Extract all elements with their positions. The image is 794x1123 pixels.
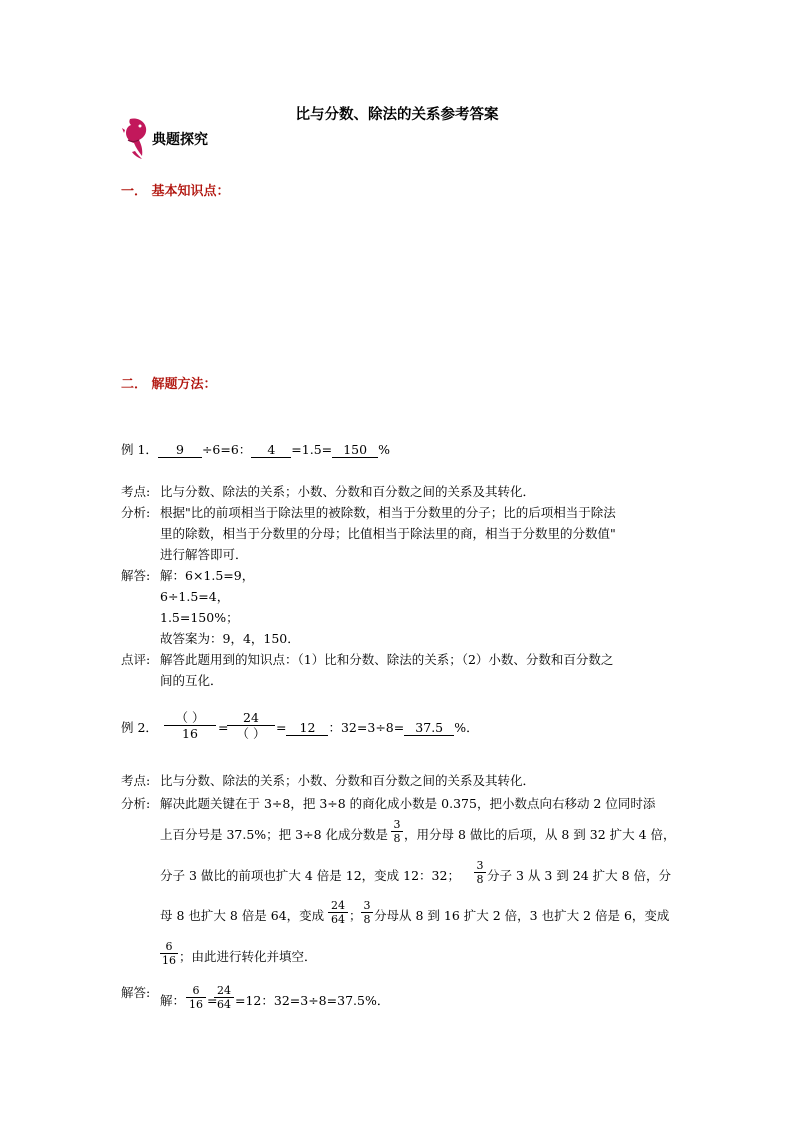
example-1-label: 例 1．	[121, 442, 158, 457]
ex1-fenxi-line: 里的除数，相当于分数里的分母；比值相当于除法里的商，相当于分数里的分数值"	[160, 526, 616, 541]
fraction-3-over-8	[474, 859, 486, 886]
blank-answer: 4	[251, 443, 291, 458]
blank-answer: 150	[332, 443, 378, 458]
ex1-jieda-line: 1.5=150%；	[160, 610, 239, 625]
ex2-fenxi-line: 分子 3 做比的前项也扩大 4 倍是 12，变成 12：32；	[160, 868, 460, 883]
equals-sign: =	[207, 993, 218, 1008]
ex2-fenxi-line: 分母从 8 到 16 扩大 2 倍，3 也扩大 2 倍是 6，变成	[374, 908, 670, 923]
fraction-denominator: 16	[189, 998, 203, 1011]
ex1-dianping-label: 点评:	[121, 652, 151, 667]
ex2-fenxi-line: ；	[349, 908, 362, 923]
fraction-numerator: 3	[391, 818, 403, 832]
ex2-jieda-rest: =12：32=3÷8=37.5%．	[235, 993, 390, 1008]
equals-sign: =	[276, 720, 287, 735]
ex1-fenxi-line: 进行解答即可．	[160, 547, 248, 562]
ex2-fenxi-line: ，用分母 8 做比的后项，从 8 到 32 扩大 4 倍，	[404, 827, 676, 842]
fraction-denominator: 64	[331, 913, 345, 926]
question-text: %．	[454, 720, 479, 735]
ex1-dianping-line: 间的互化．	[160, 673, 223, 688]
question-text: =1.5=	[291, 442, 333, 457]
fraction-6-over-16	[186, 984, 206, 1011]
fraction-denominator: 64	[217, 998, 231, 1011]
ex1-jieda-line: 6÷1.5=4，	[160, 589, 230, 604]
fraction-denominator: 16	[162, 954, 176, 967]
fraction-numerator: （ ）	[164, 710, 216, 726]
blank-answer: 12	[286, 721, 328, 736]
ex2-fenxi-line: ；由此进行转化并填空．	[179, 949, 317, 964]
fraction-denominator: 8	[476, 873, 484, 886]
fraction-denominator: 16	[182, 726, 198, 741]
fraction-denominator: 8	[393, 832, 401, 845]
dolphin-icon	[121, 116, 151, 160]
ex1-jieda-line: 解：6×1.5=9，	[160, 568, 255, 583]
ex2-jieda-label: 解答:	[121, 985, 151, 1000]
section-basic-knowledge: 一． 基本知识点：	[121, 184, 230, 199]
ex2-jieda-prefix: 解：	[160, 993, 186, 1008]
fraction-blank-over-16	[164, 710, 216, 741]
ex2-fenxi-line: 上百分号是 37.5%；把 3÷8 化成分数是	[160, 827, 389, 842]
fraction-numerator: 6	[160, 940, 178, 954]
page-title: 比与分数、除法的关系参考答案	[295, 106, 499, 123]
fraction-denominator: 8	[363, 913, 371, 926]
fraction-denominator: （ ）	[236, 726, 266, 741]
ex2-kaodian-label: 考点:	[121, 773, 151, 788]
fraction-numerator: 24	[227, 710, 275, 726]
ex1-kaodian-label: 考点:	[121, 484, 151, 499]
ex1-jieda-line: 故答案为：9，4，150．	[160, 631, 300, 646]
ex2-fenxi-label: 分析:	[121, 796, 151, 811]
example-2-label: 例 2．	[121, 720, 158, 735]
fraction-numerator: 3	[474, 859, 486, 873]
fraction-24-over-blank	[227, 710, 275, 741]
ex2-kaodian: 比与分数、除法的关系；小数、分数和百分数之间的关系及其转化．	[160, 773, 536, 788]
equals-sign: =	[218, 720, 229, 735]
ex2-fenxi-line: 分子 3 从 3 到 24 扩大 8 倍，分	[487, 868, 672, 883]
example-2-question-rest	[276, 720, 479, 736]
ex2-fenxi-line: 母 8 也扩大 8 倍是 64，变成	[160, 908, 325, 923]
question-text: %	[378, 442, 391, 457]
example-1-question	[121, 442, 390, 458]
ex1-kaodian: 比与分数、除法的关系；小数、分数和百分数之间的关系及其转化．	[160, 484, 536, 499]
fraction-3-over-8	[361, 899, 373, 926]
section-methods: 二． 解题方法：	[121, 377, 217, 392]
ex1-fenxi-label: 分析:	[121, 505, 151, 520]
fraction-24-over-64	[328, 899, 348, 926]
question-text: ÷6=6：	[201, 442, 252, 457]
fraction-3-over-8	[391, 818, 403, 845]
ex1-jieda-label: 解答:	[121, 568, 151, 583]
fraction-numerator: 6	[186, 984, 206, 998]
blank-answer: 9	[158, 443, 202, 458]
brand-label: 典题探究	[152, 132, 208, 148]
ex1-dianping-line: 解答此题用到的知识点：（1）比和分数、除法的关系；（2）小数、分数和百分数之	[160, 652, 614, 667]
fraction-6-over-16	[160, 940, 178, 967]
fraction-24-over-64	[214, 984, 234, 1011]
fraction-numerator: 24	[214, 984, 234, 998]
fraction-numerator: 3	[361, 899, 373, 913]
ex1-fenxi-line: 根据"比的前项相当于除法里的被除数，相当于分数里的分子；比的后项相当于除法	[160, 505, 616, 520]
fraction-numerator: 24	[328, 899, 348, 913]
question-text: ：32=3÷8=	[328, 720, 405, 735]
ex2-fenxi-line: 解决此题关键在于 3÷8，把 3÷8 的商化成小数是 0.375，把小数点向右移动 2 位同时添	[160, 796, 656, 811]
blank-answer: 37.5	[404, 721, 454, 736]
